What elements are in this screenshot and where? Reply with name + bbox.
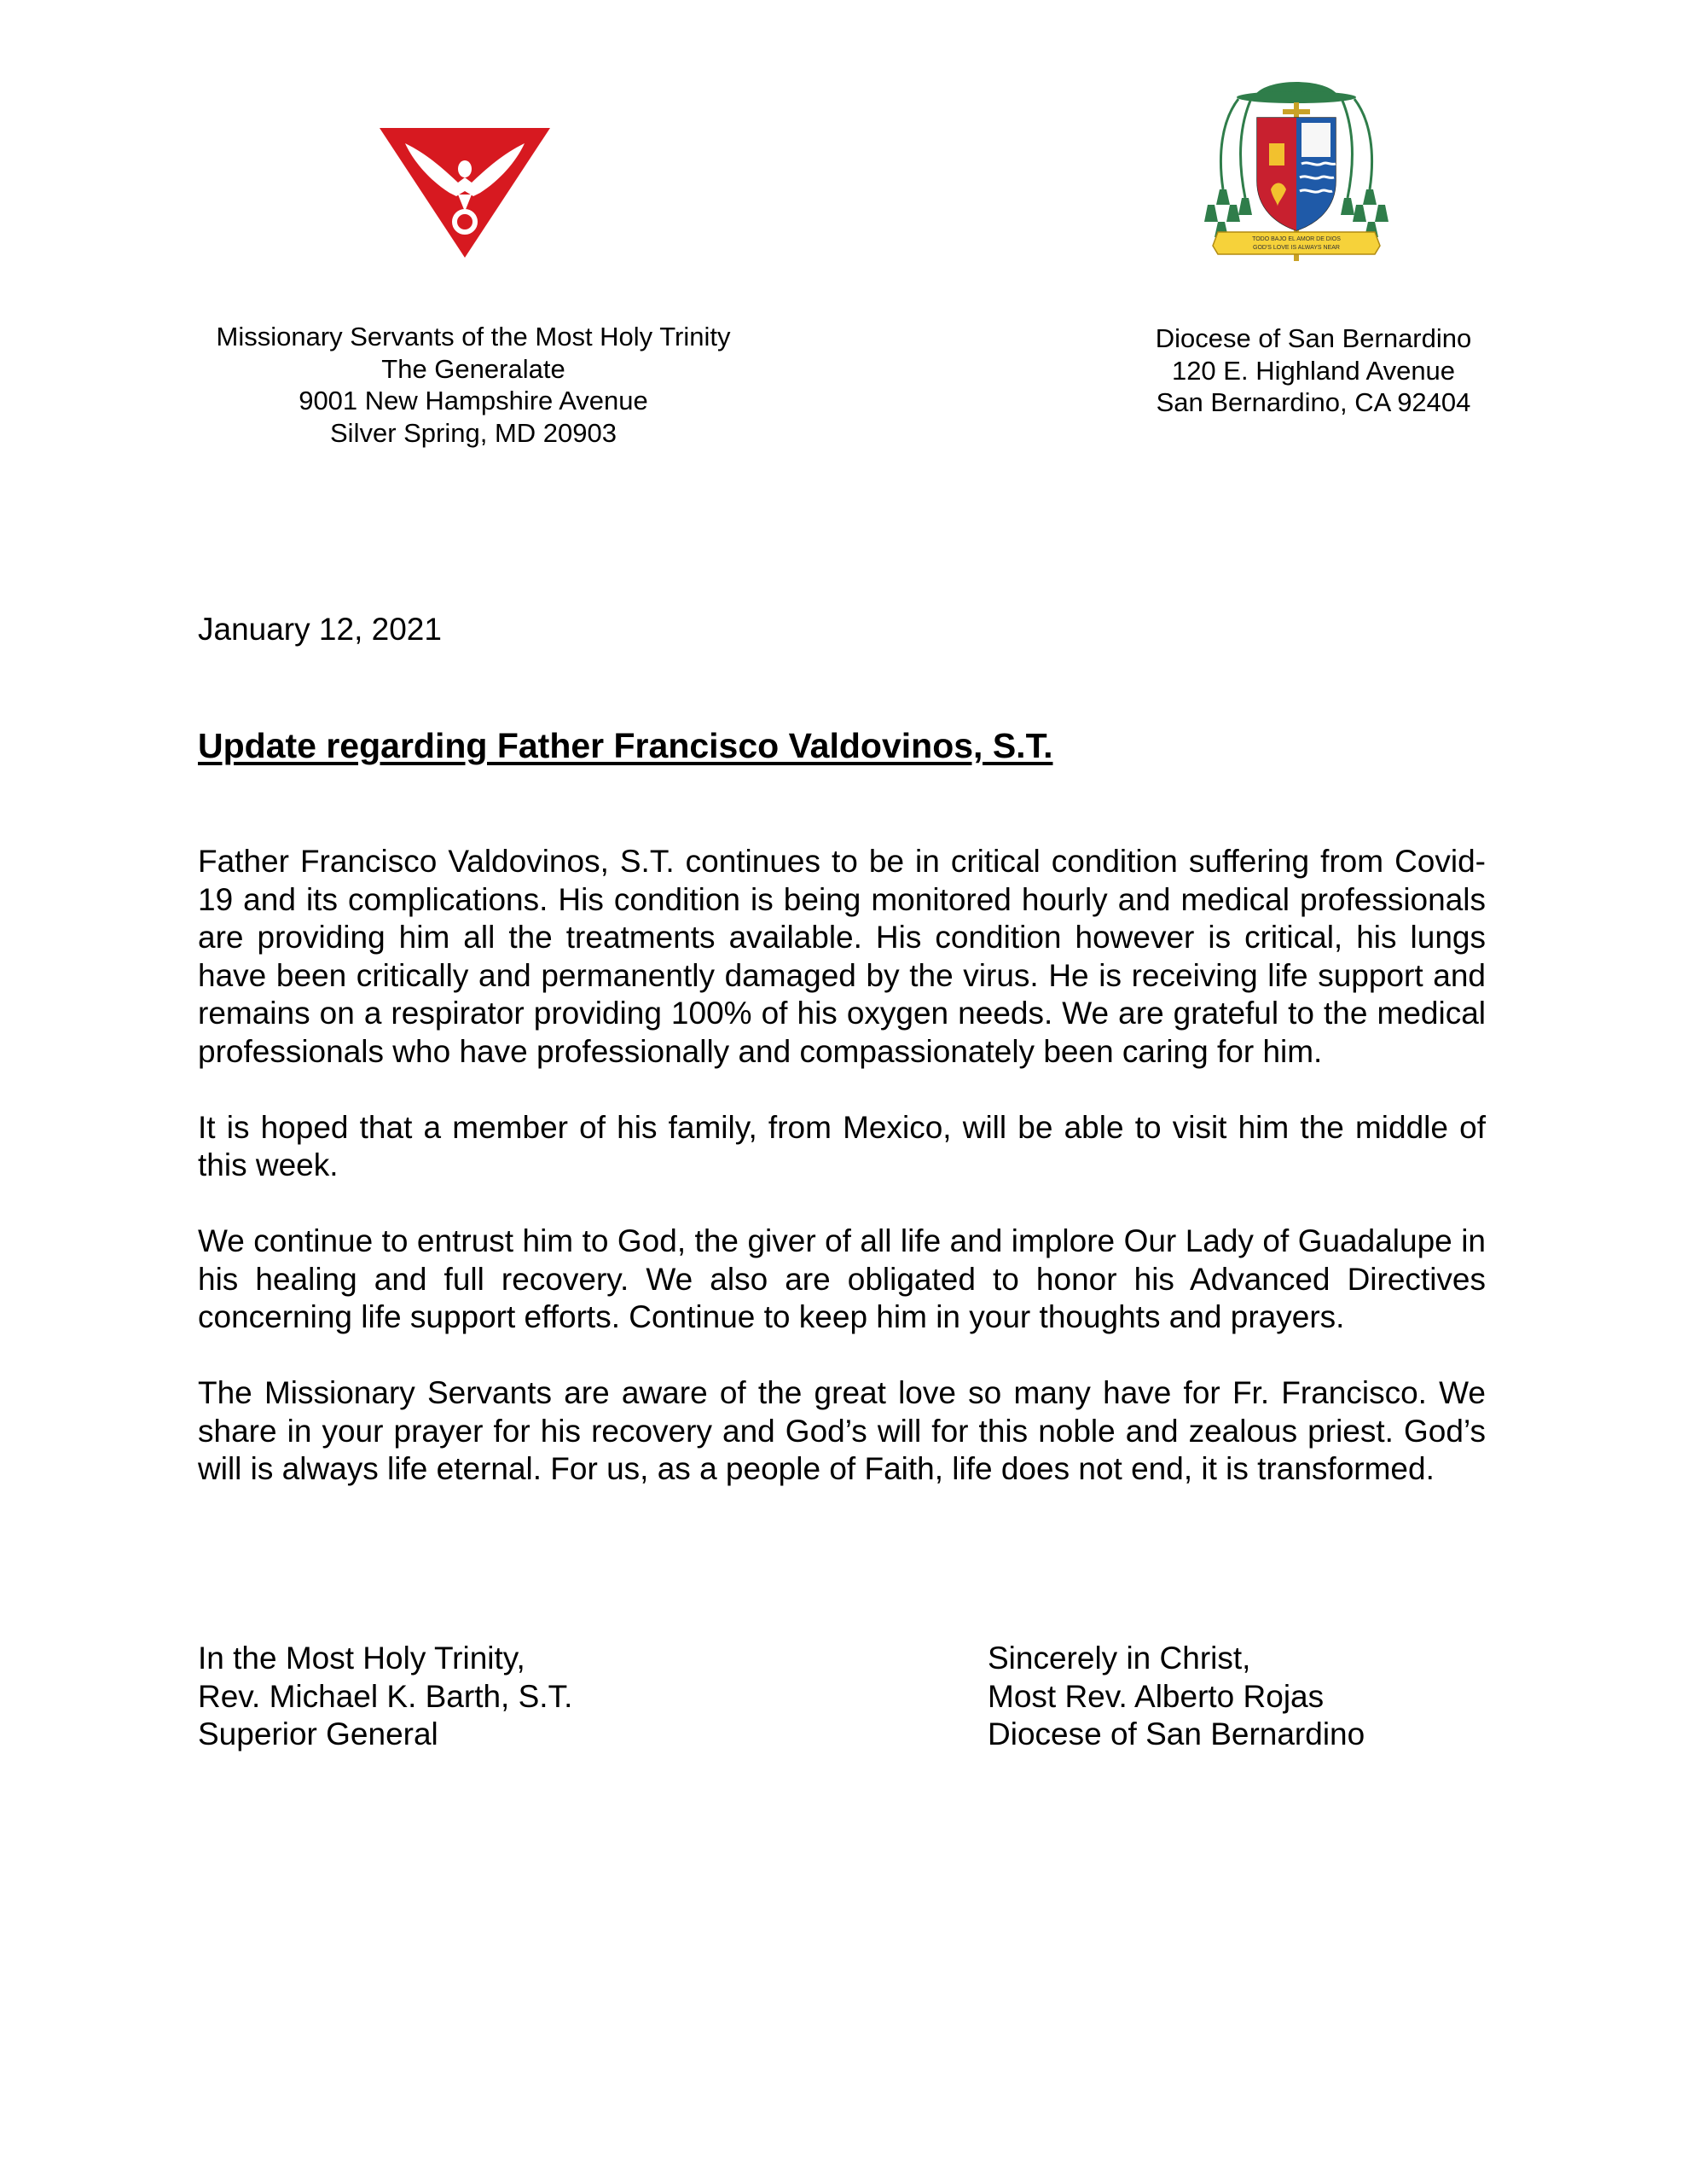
signature-role: Superior General bbox=[198, 1716, 438, 1751]
body-paragraph: The Missionary Servants are aware of the great love so many have for Fr. Francisco. We share in your prayer for his recovery and God’s will for this noble and zealous priest. God’s will is always life eternal. For us, as a people of Faith, life does not end, it is transformed. bbox=[198, 1375, 1486, 1486]
sender-address-right bbox=[1109, 322, 1518, 419]
sender-right-line: Diocese of San Bernardino bbox=[1155, 323, 1472, 353]
signature-name: Most Rev. Alberto Rojas bbox=[988, 1678, 1325, 1714]
letter-title: Update regarding Father Francisco Valdovinos, S.T. bbox=[198, 726, 1053, 765]
motto-line-1: TODO BAJO EL AMOR DE DIOS bbox=[1252, 236, 1341, 242]
trinity-dove-triangle-icon bbox=[380, 128, 550, 258]
signature-closing: In the Most Holy Trinity, bbox=[198, 1641, 525, 1676]
letter-date: January 12, 2021 bbox=[198, 612, 442, 647]
signature-role: Diocese of San Bernardino bbox=[988, 1716, 1365, 1751]
motto-line-2: GOD'S LOVE IS ALWAYS NEAR bbox=[1253, 245, 1340, 251]
signature-closing: Sincerely in Christ, bbox=[988, 1641, 1251, 1676]
body-paragraph: We continue to entrust him to God, the giver of all life and implore Our Lady of Guadalupe in his healing and full recovery. We also are obligated to honor his Advanced Directives concerning life support efforts. Continue to keep him in your thoughts and prayers. bbox=[198, 1223, 1486, 1334]
sender-left-line: 9001 New Hampshire Avenue bbox=[299, 386, 648, 415]
signature-name: Rev. Michael K. Barth, S.T. bbox=[198, 1678, 573, 1714]
sender-right-line: 120 E. Highland Avenue bbox=[1171, 355, 1456, 386]
signature-left bbox=[198, 1640, 572, 1754]
letter-body bbox=[198, 843, 1486, 1526]
sender-right-line: San Bernardino, CA 92404 bbox=[1156, 387, 1471, 417]
signature-right bbox=[988, 1640, 1365, 1754]
episcopal-coat-of-arms-icon bbox=[1201, 61, 1392, 273]
sender-address-left bbox=[171, 321, 776, 449]
body-paragraph: Father Francisco Valdovinos, S.T. continues to be in critical condition suffering from Covid-19 and its complications. His condition is being monitored hourly and medical professionals are providing him all the treatments available. His condition however is critical, his lungs have been critically and permanently damaged by the virus. He is receiving life support and remains on a respirator providing 100% of his oxygen needs. We are grateful to the medical professionals who have professionally and compassionately been caring for him. bbox=[198, 844, 1486, 1069]
sender-left-line: Silver Spring, MD 20903 bbox=[330, 417, 617, 448]
sender-left-line: The Generalate bbox=[381, 353, 565, 384]
body-paragraph: It is hoped that a member of his family, from Mexico, will be able to visit him the middle of this week. bbox=[198, 1109, 1486, 1182]
sender-left-line: Missionary Servants of the Most Holy Trinity bbox=[216, 322, 731, 351]
